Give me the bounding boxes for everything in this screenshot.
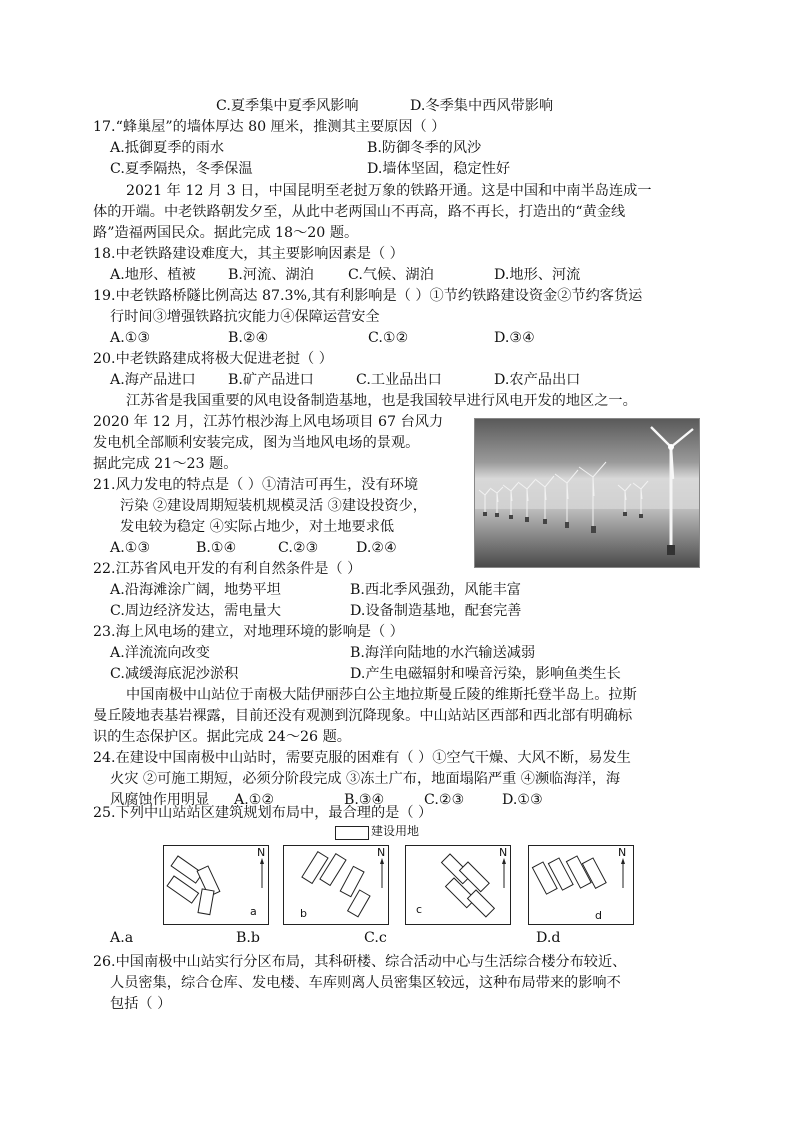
q24-stem-line1: 24.在建设中国南极中山站时，需要克服的困难有（ ）①空气干燥、大风不断，易发生 [93,750,631,766]
material-24-26-line1: 中国南极中山站位于南极大陆伊丽莎白公主地拉斯曼丘陵的维斯托登半岛上。拉斯 [126,687,637,703]
q23-stem: 23.海上风电场的建立，对地理环境的影响是（ ） [93,624,404,640]
material-18-20-line1: 2021 年 12 月 3 日，中国昆明至老挝万象的铁路开通。这是中国和中南半岛连成一 [126,183,652,199]
north-arrow-label: N [618,846,627,859]
q25-option-b: B.b [236,930,261,946]
q19-option-b: B.②④ [228,330,269,346]
q22-option-d: D.设备制造基地，配套完善 [350,603,522,619]
q16-option-d: D.冬季集中西风带影响 [410,98,554,114]
q20-option-c: C.工业品出口 [356,372,442,388]
north-arrow-label: N [499,846,508,859]
q20-option-d: D.农产品出口 [494,372,581,388]
wind-farm-photo [474,418,700,568]
q24-stem-line2: 火灾 ②可施工期短，必须分阶段完成 ③冻土广布，地面塌陷严重 ④濒临海洋，海 [110,771,621,787]
q17-stem: 17.“蜂巢屋”的墙体厚达 80 厘米，推测其主要原因（ ） [93,119,446,135]
q24-stem-line3: 风腐蚀作用明显 [110,792,210,808]
q21-option-b: B.①④ [196,540,237,556]
map-label-d: d [595,909,602,922]
q19-stem-line2: 行时间③增强铁路抗灾能力④保障运营安全 [110,309,380,325]
q25-option-a: A.a [110,930,134,946]
material-21-23-line2: 2020 年 12 月，江苏竹根沙海上风电场项目 67 台风力 [93,414,444,430]
q25-option-d: D.d [536,930,561,946]
q21-option-a: A.①③ [110,540,151,556]
material-18-20-line3: 路”造福两国民众。据此完成 18～20 题。 [93,225,359,241]
q18-option-d: D.地形、河流 [494,267,581,283]
material-24-26-line2: 曼丘陵地表基岩裸露，目前还没有观测到沉降现象。中山站站区西部和西北部有明确标 [93,708,633,724]
q18-option-a: A.地形、植被 [110,267,196,283]
q26-stem-line1: 26.中国南极中山站实行分区布局，其科研楼、综合活动中心与生活综合楼分布较近、 [93,954,627,970]
material-21-23-line1: 江苏省是我国重要的风电设备制造基地，也是我国较早进行风电开发的地区之一。 [126,393,637,409]
material-18-20-line2: 体的开端。中老铁路朝发夕至，从此中老两国山不再高，路不再长，打造出的“黄金线 [93,204,626,220]
q24-option-a: A.①② [234,792,275,808]
q23-option-d: D.产生电磁辐射和噪音污染，影响鱼类生长 [350,666,621,682]
q22-option-a: A.沿海滩涂广阔，地势平坦 [110,582,281,598]
q24-option-b: B.③④ [344,792,385,808]
q23-option-b: B.海洋向陆地的水汽输送减弱 [350,645,536,661]
map-label-a: a [250,905,257,918]
q20-option-a: A.海产品进口 [110,372,196,388]
q22-option-b: B.西北季风强劲，风能丰富 [350,582,521,598]
q26-stem-line3: 包括（ ） [110,996,172,1012]
q23-option-a: A.洋流流向改变 [110,645,210,661]
layout-map-b [283,845,389,925]
q17-option-c: C.夏季隔热，冬季保温 [110,161,253,177]
north-arrow-label: N [257,846,266,859]
q19-option-c: C.①② [368,330,409,346]
q21-option-d: D.②④ [356,540,397,556]
layout-map-a [163,845,269,925]
q20-stem: 20.中老铁路建成将极大促进老挝（ ） [93,351,333,367]
legend-construction-land-swatch [335,826,369,840]
q21-stem-line3: 发电较为稳定 ④实际占地少，对土地要求低 [120,519,395,535]
q26-stem-line2: 人员密集，综合仓库、发电楼、车库则离人员密集区较远，这种布局带来的影响不 [110,975,621,991]
q25-option-c: C.c [364,930,387,946]
material-24-26-line3: 识的生态保护区。据此完成 24～26 题。 [93,729,351,745]
q18-option-b: B.河流、湖泊 [228,267,314,283]
q24-option-c: C.②③ [424,792,465,808]
q18-option-c: C.气候、湖泊 [348,267,434,283]
q19-option-d: D.③④ [494,330,535,346]
map-label-b: b [300,907,307,920]
q21-stem-line1: 21.风力发电的特点是（ ）①清洁可再生，没有环境 [93,477,419,493]
q20-option-b: B.矿产品进口 [228,372,314,388]
material-21-23-line4: 据此完成 21～23 题。 [93,456,238,472]
q22-option-c: C.周边经济发达，需电量大 [110,603,281,619]
q21-stem-line2: 污染 ②建设周期短装机规模灵活 ③建设投资少， [120,498,427,514]
q17-option-b: B.防御冬季的风沙 [367,140,482,156]
layout-map-c [405,845,511,925]
material-21-23-line3: 发电机全部顺利安装完成，图为当地风电场的景观。 [93,435,420,451]
q16-option-c: C.夏季集中夏季风影响 [216,98,359,114]
q25-stem: 25.下列中山站站区建筑规划布局中，最合理的是（ ） [93,805,433,821]
q23-option-c: C.减缓海底泥沙淤积 [110,666,239,682]
q22-stem: 22.江苏省风电开发的有利自然条件是（ ） [93,561,362,577]
q19-option-a: A.①③ [110,330,151,346]
q24-option-d: D.①③ [502,792,543,808]
q18-stem: 18.中老铁路建设难度大，其主要影响因素是（ ） [93,246,404,262]
map-label-c: c [416,903,423,916]
q19-stem-line1: 19.中老铁路桥隧比例高达 87.3%,其有利影响是（ ）①节约铁路建设资金②节约客货运 [93,288,643,304]
q21-option-c: C.②③ [278,540,319,556]
legend-construction-land-label: 建设用地 [371,824,420,838]
q17-option-d: D.墙体坚固，稳定性好 [367,161,511,177]
north-arrow-label: N [377,846,386,859]
layout-map-d [528,845,634,925]
q17-option-a: A.抵御夏季的雨水 [110,140,225,156]
